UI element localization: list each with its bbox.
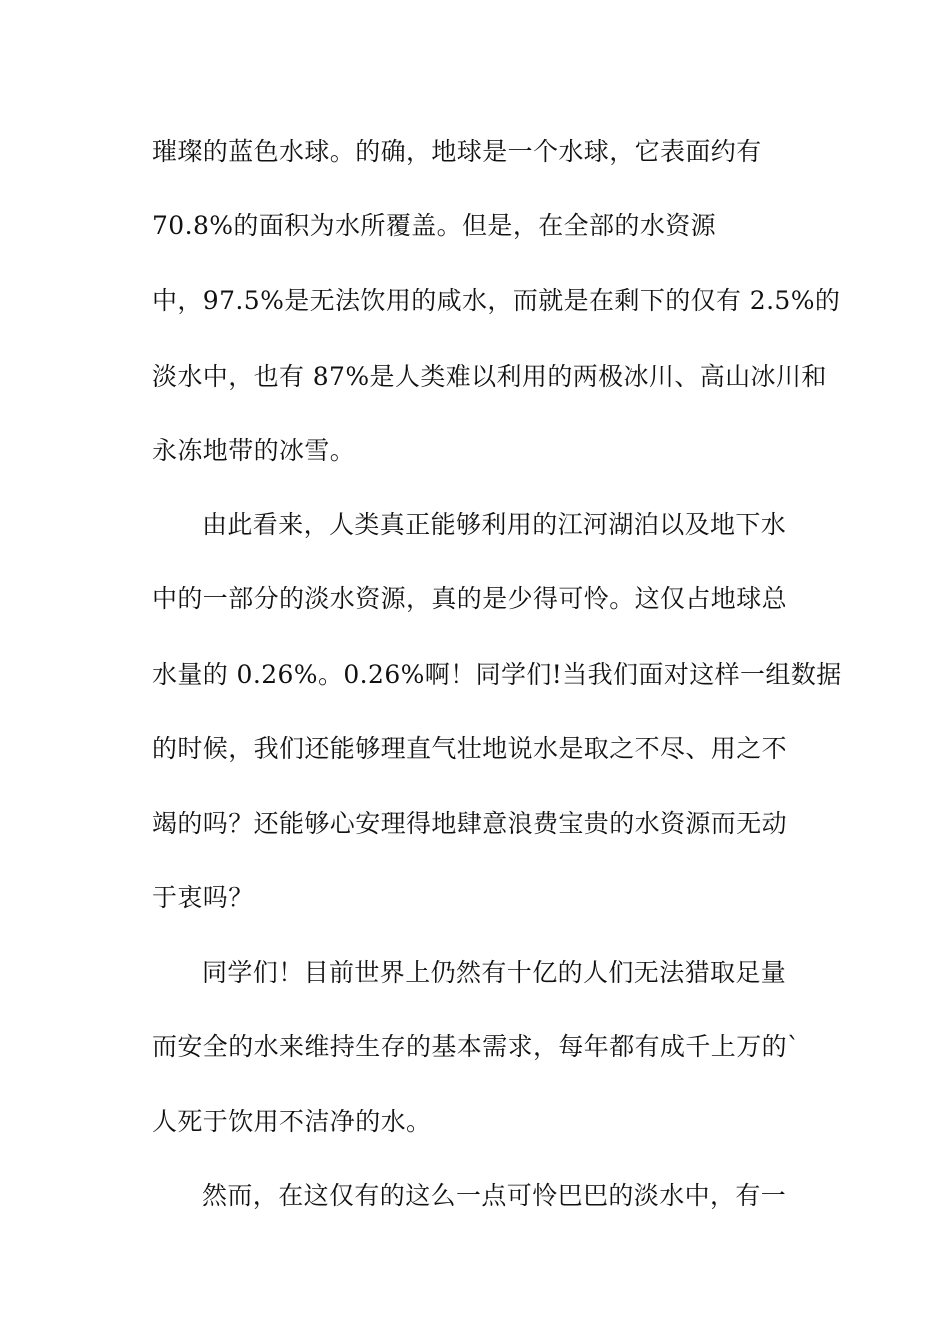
text-line-8: 水量的 0.26%。0.26%啊！同学们!当我们面对这样一组数据 <box>152 660 842 689</box>
text-line-10: 竭的吗？还能够心安理得地肆意浪费宝贵的水资源而无动 <box>152 809 788 838</box>
text-line-13: 而安全的水来维持生存的基本需求，每年都有成千上万的` <box>152 1032 800 1061</box>
text-line-3: 中，97.5%是无法饮用的咸水，而就是在剩下的仅有 2.5%的 <box>152 286 841 315</box>
text-line-2: 70.8%的面积为水所覆盖。但是，在全部的水资源 <box>152 211 717 240</box>
text-line-1: 璀璨的蓝色水球。的确，地球是一个水球，它表面约有 <box>152 137 762 166</box>
text-line-14: 人死于饮用不洁净的水。 <box>152 1107 432 1136</box>
text-line-4: 淡水中，也有 87%是人类难以利用的两极冰川、高山冰川和 <box>152 362 827 391</box>
text-line-15: 然而，在这仅有的这么一点可怜巴巴的淡水中，有一 <box>202 1181 787 1210</box>
text-line-6: 由此看来，人类真正能够利用的江河湖泊以及地下水 <box>202 510 787 539</box>
text-line-7: 中的一部分的淡水资源，真的是少得可怜。这仅占地球总 <box>152 584 788 613</box>
text-line-9: 的时候，我们还能够理直气壮地说水是取之不尽、用之不 <box>152 734 788 763</box>
text-line-5: 永冻地带的冰雪。 <box>152 436 356 465</box>
text-line-12: 同学们！目前世界上仍然有十亿的人们无法猎取足量 <box>202 958 787 987</box>
text-line-11: 于衷吗？ <box>152 883 254 912</box>
